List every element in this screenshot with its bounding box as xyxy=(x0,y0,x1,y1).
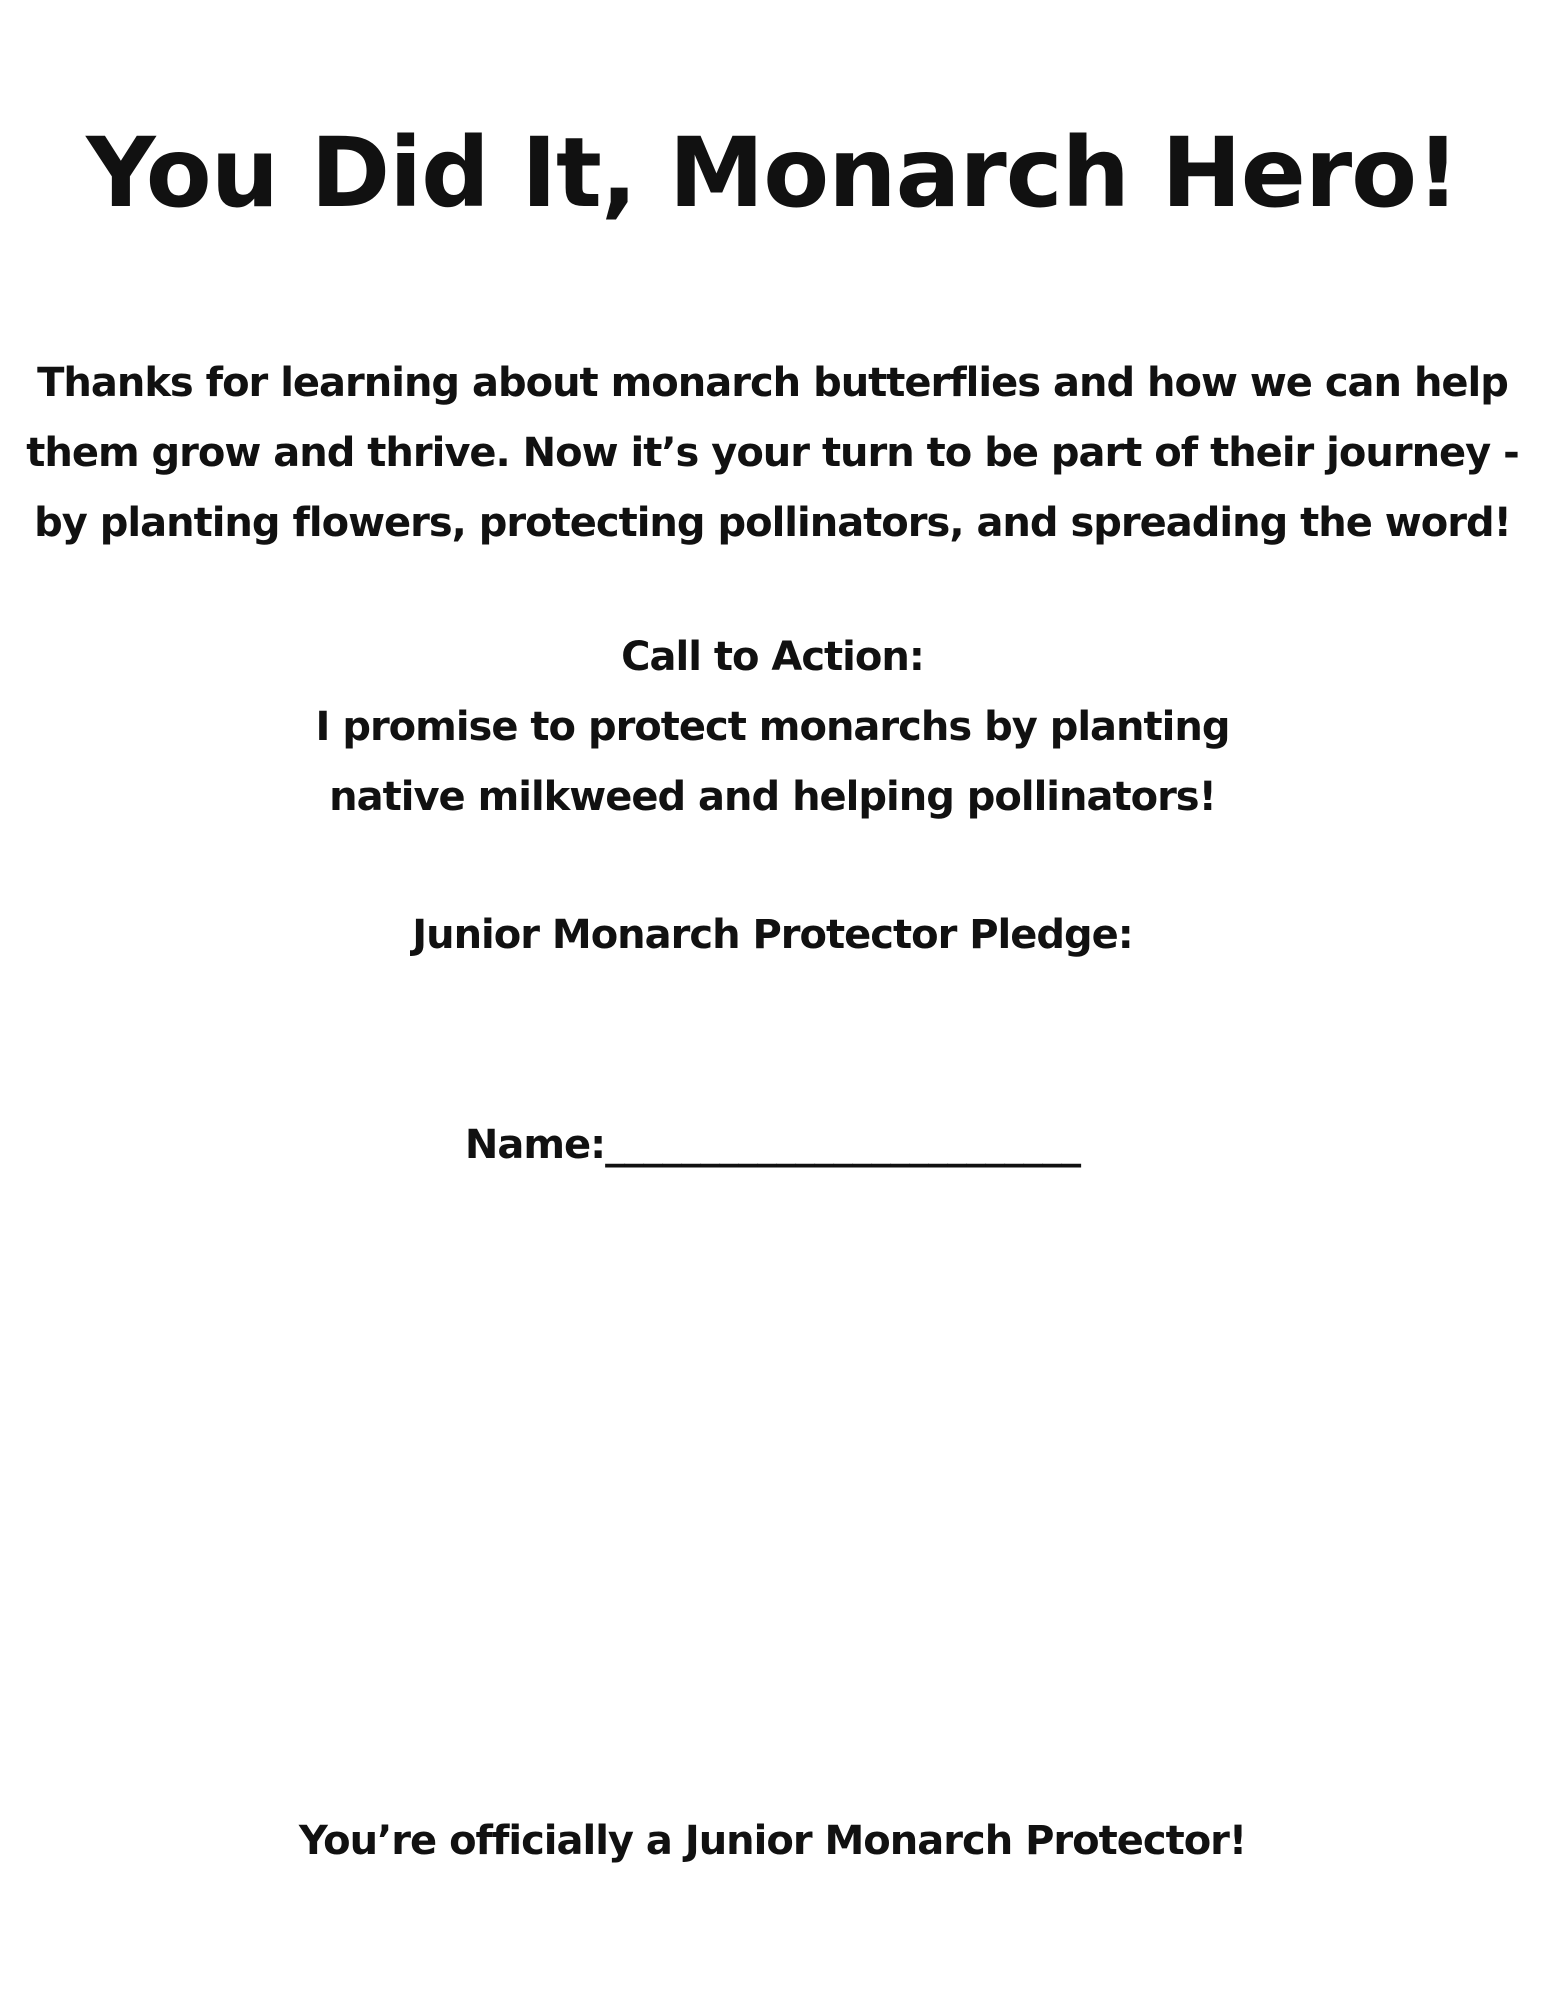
intro-paragraph: Thanks for learning about monarch butterflies and how we can help them grow and thrive. Now it’s your turn to be part of their journey - by planting flowers, protecting pollinators, and spreading the word! xyxy=(26,360,1519,546)
call-to-action-heading: Call to Action: xyxy=(621,634,924,680)
page-title: You Did It, Monarch Hero! xyxy=(86,117,1459,229)
footer-message: You’re officially a Junior Monarch Protector! xyxy=(298,1818,1247,1864)
call-to-action-line-1: I promise to protect monarchs by planting xyxy=(315,704,1230,750)
name-field: Name:_________________________ xyxy=(464,1122,1081,1168)
pledge-heading: Junior Monarch Protector Pledge: xyxy=(412,912,1133,958)
call-to-action-line-2: native milkweed and helping pollinators! xyxy=(329,774,1216,820)
